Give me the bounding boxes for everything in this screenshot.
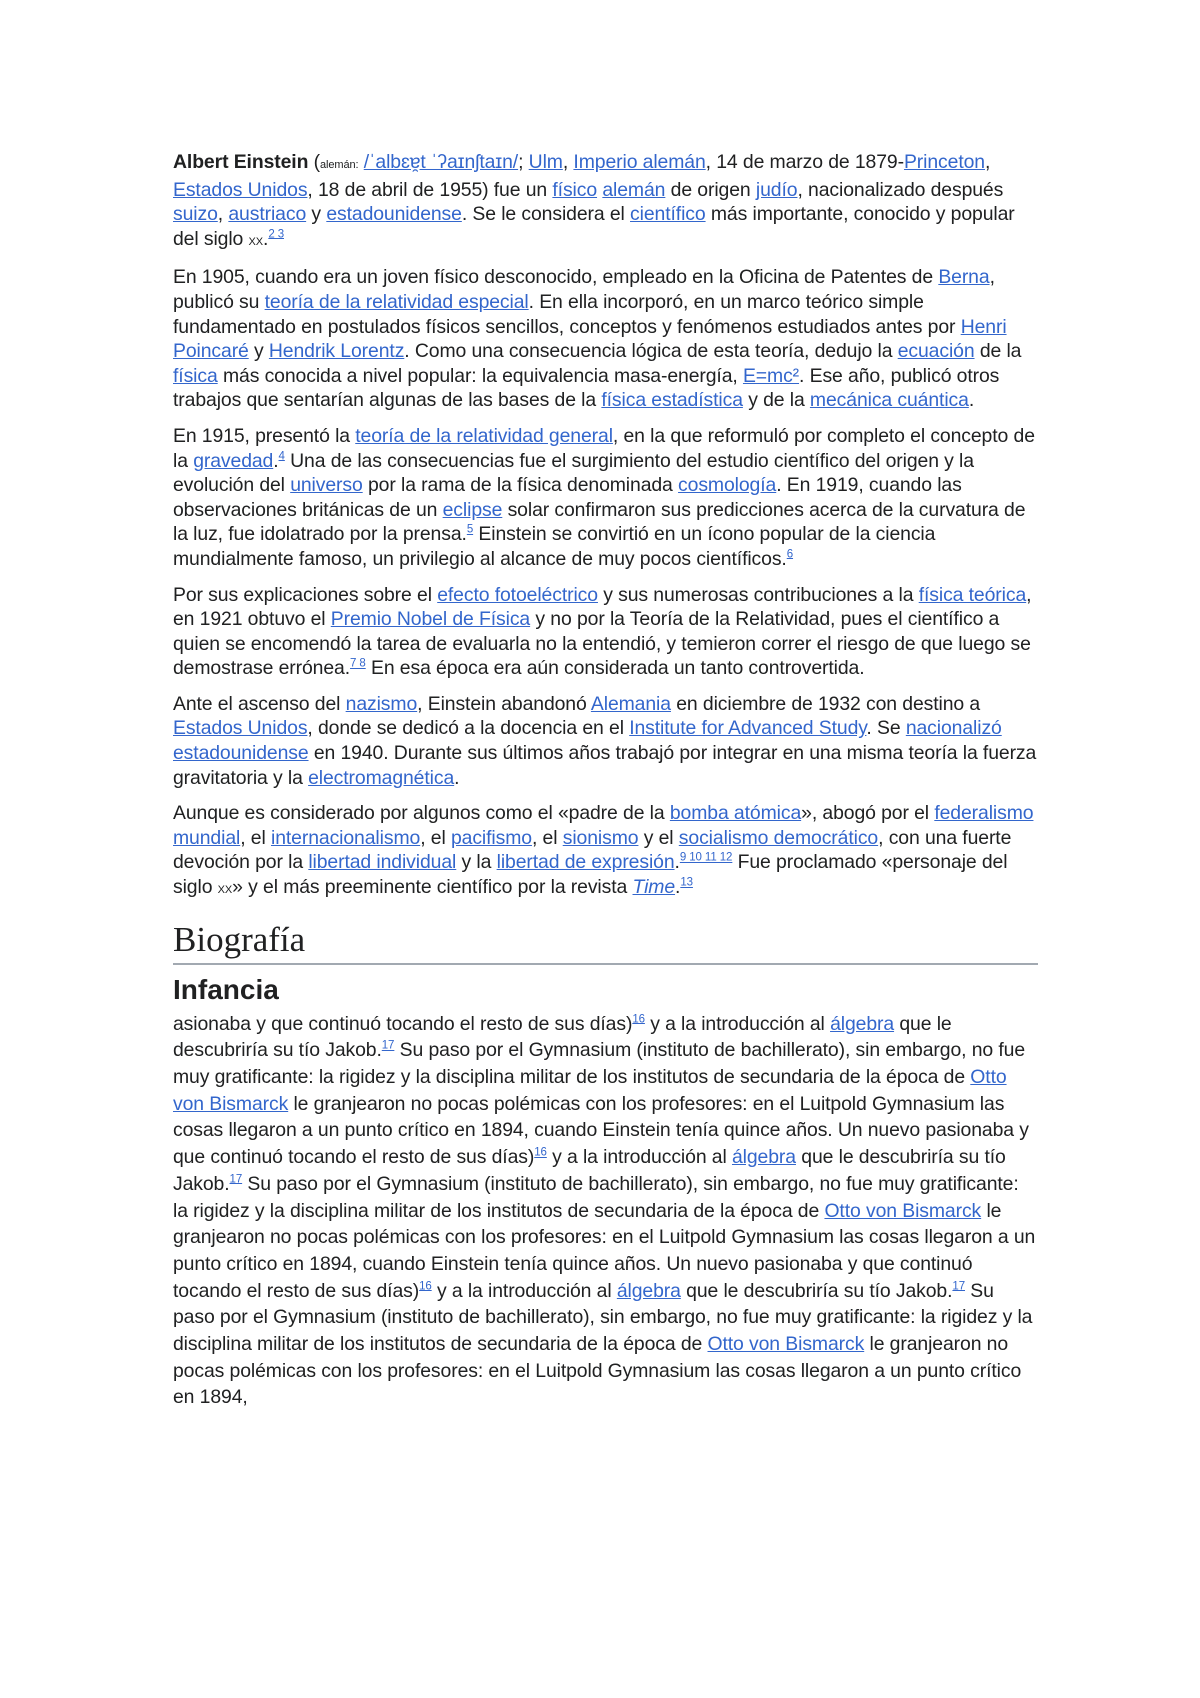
text: , nacionalizado después: [797, 178, 1004, 201]
link-cientifico[interactable]: científico: [630, 203, 706, 226]
text: ;: [518, 151, 529, 173]
text: . Como una consecuencia lógica de esta teoría, dedujo la: [404, 340, 898, 363]
text: .: [675, 876, 681, 899]
text: , el: [420, 826, 451, 849]
text: solar confirmaron sus predicciones acerca de la curvatura de la luz, fue idolatrado por la prensa.: [173, 498, 1026, 546]
link-nacionalizo[interactable]: nacionalizó estadounidense: [173, 717, 1002, 765]
reference-link[interactable]: 17: [381, 1039, 395, 1052]
reference-link[interactable]: 5: [466, 523, 474, 536]
link-gravedad[interactable]: gravedad: [193, 449, 274, 472]
link-internacionalismo[interactable]: internacionalismo: [270, 826, 421, 849]
text: le granjearon no pocas polémicas con los profesores: en el Luitpold Gymnasium las cosas llegaron a un punto crítico en 1894, cuando Einstein tenía quince años. Un nuevo pasionaba y que continuó tocando el resto de sus días): [173, 1092, 1029, 1169]
text: », abogó por el: [801, 802, 935, 825]
text: , 18 de abril de 1955) fue un: [307, 178, 553, 201]
link-eclipse[interactable]: eclipse: [442, 498, 503, 521]
link-princeton[interactable]: Princeton: [903, 151, 985, 173]
section-heading-biografia: Biografía: [173, 919, 1038, 965]
text: , en 1921 obtuvo el: [173, 583, 1032, 631]
link-relatividad-general[interactable]: teoría de la relatividad general: [355, 424, 613, 447]
text: . En ella incorporó, en un marco teórico simple fundamentado en postulados físicos sencillos, conceptos y fenómenos estudiados antes por: [173, 290, 961, 338]
link-algebra[interactable]: álgebra: [830, 1012, 895, 1035]
ipa-link[interactable]: /ˈalbɛɐ̯t ˈʔaɪnʃtaɪn/: [363, 151, 519, 173]
text: . Ese año, publicó otros trabajos que sentarían algunas de las bases de la: [173, 364, 1000, 412]
text: Su paso por el Gymnasium (instituto de bachillerato), sin embargo, no fue muy gratificante: la rigidez y la disciplina militar de los institutos de secundaria de la época de: [173, 1039, 1026, 1089]
intro-paragraph-1: [173, 150, 1038, 254]
text: (: [308, 151, 320, 173]
text: , Einstein abandonó: [417, 692, 591, 715]
reference-link[interactable]: 16: [632, 1013, 645, 1026]
text: En esa época era aún considerada un tanto controvertida.: [365, 657, 865, 680]
text: Su paso por el Gymnasium (instituto de bachillerato), sin embargo, no fue muy gratificante: la rigidez y la disciplina militar de los institutos de secundaria de la época de: [173, 1172, 1019, 1222]
infancia-paragraph: [173, 1011, 1038, 1412]
reference-link[interactable]: 16: [534, 1146, 547, 1159]
text: más importante, conocido y popular del siglo: [173, 203, 1015, 250]
link-premio-nobel[interactable]: Premio Nobel de Física: [330, 608, 531, 631]
reference-link[interactable]: 4: [278, 450, 285, 463]
intro-paragraph-3: [173, 424, 1038, 572]
text: ,: [562, 151, 574, 173]
text: Fue proclamado «personaje del siglo: [173, 851, 1008, 899]
text: de origen: [665, 178, 756, 201]
text: .: [674, 851, 680, 874]
text: Una de las consecuencias fue el surgimiento del estudio científico del origen y la evolución del: [173, 449, 974, 497]
reference-link[interactable]: 9 10 11 12: [679, 851, 733, 864]
article-body: [173, 150, 1038, 1411]
reference-link[interactable]: 13: [680, 876, 693, 889]
text: le granjearon no pocas polémicas con los profesores: en el Luitpold Gymnasium las cosas llegaron a un punto crítico en 1894,: [173, 1333, 1022, 1409]
text: de la: [974, 340, 1022, 363]
link-pacifismo[interactable]: pacifismo: [450, 826, 532, 849]
text: Ante el ascenso del: [173, 692, 346, 715]
text: Aunque es considerado por algunos como el «padre de la: [173, 802, 670, 825]
link-fisico[interactable]: físico: [552, 178, 598, 201]
text: . Se: [866, 717, 906, 740]
link-relatividad-especial[interactable]: teoría de la relatividad especial: [264, 290, 529, 313]
text: que le descubriría su tío Jakob.: [173, 1146, 1006, 1195]
text: » y el más preeminente científico por la revista: [232, 876, 633, 899]
text: , con una fuerte devoción por la: [173, 826, 1012, 874]
link-nazismo[interactable]: nazismo: [345, 692, 418, 715]
text: más conocida a nivel popular: la equivalencia masa-energía,: [217, 364, 743, 387]
link-judio[interactable]: judío: [755, 178, 798, 201]
text: .: [968, 389, 975, 412]
link-estados-unidos[interactable]: Estados Unidos: [173, 178, 308, 201]
text: y a la introducción al: [546, 1146, 732, 1169]
text: Por sus explicaciones sobre el: [173, 583, 438, 606]
language-label: alemán:: [320, 159, 359, 171]
text: y sus numerosas contribuciones a la: [597, 583, 919, 606]
text: Einstein se convirtió en un ícono popular de la ciencia mundialmente famoso, un privilegio al alcance de muy pocos científicos.: [173, 523, 936, 570]
text: En 1915, presentó la: [173, 424, 356, 447]
text: le granjearon no pocas polémicas con los profesores: en el Luitpold Gymnasium las cosas llegaron a un punto crítico en 1894, cuando Einstein tenía quince años. Un nuevo pasionaba y que continuó tocando el resto de sus días): [173, 1199, 1036, 1302]
text: en diciembre de 1932 con destino a: [670, 692, 981, 715]
text: y la: [456, 851, 497, 874]
century-smallcaps: XX: [217, 884, 233, 897]
link-bomba-atomica[interactable]: bomba atómica: [669, 802, 802, 825]
text: en 1940. Durante sus últimos años trabajó por integrar en una misma teoría la fuerza gravitatoria y la: [173, 742, 1037, 789]
link-cosmologia[interactable]: cosmología: [678, 474, 777, 497]
text: , el: [531, 826, 563, 849]
text: y: [248, 340, 269, 363]
link-fisica-estadistica[interactable]: física estadística: [601, 389, 743, 412]
link-henri-poincare[interactable]: Henri Poincaré: [173, 315, 1007, 363]
text: , el: [240, 826, 271, 849]
link-imperio-aleman[interactable]: Imperio alemán: [573, 151, 706, 173]
text: y a la introducción al: [431, 1279, 617, 1302]
text: .: [273, 449, 279, 472]
link-otto-von-bismarck[interactable]: Otto von Bismarck: [173, 1066, 1007, 1115]
link-institute-advanced-study[interactable]: Institute for Advanced Study: [629, 717, 867, 740]
link-libertad-individual[interactable]: libertad individual: [308, 851, 457, 874]
link-universo[interactable]: universo: [290, 474, 363, 497]
text: .: [454, 766, 460, 789]
text: por la rama de la física denominada: [362, 474, 679, 497]
link-aleman[interactable]: alemán: [602, 178, 666, 201]
text: En 1905, cuando era un joven físico desconocido, empleado en la Oficina de Patentes de: [173, 266, 939, 289]
reference-link[interactable]: 2 3: [268, 228, 284, 241]
text: y: [306, 203, 327, 226]
text: . Se le considera el: [461, 203, 631, 226]
text: y no por la Teoría de la Relatividad, pues el científico a quien se encomendó la tarea de evaluarla no la entendió, y temieron correr el riesgo de que luego se demostrase errónea.: [173, 608, 1031, 680]
link-federalismo-mundial[interactable]: federalismo mundial: [173, 802, 1034, 849]
link-alemania[interactable]: Alemania: [590, 692, 671, 715]
intro-paragraph-5: [173, 692, 1038, 790]
link-sionismo[interactable]: sionismo: [562, 826, 639, 849]
link-estados-unidos[interactable]: Estados Unidos: [173, 717, 308, 740]
text: , 14 de marzo de 1879-: [705, 151, 904, 173]
intro-paragraph-4: [173, 583, 1038, 681]
reference-link[interactable]: 17: [229, 1173, 243, 1186]
reference-link[interactable]: 17: [952, 1280, 965, 1293]
text: y el: [638, 826, 679, 849]
link-ecuacion[interactable]: ecuación: [897, 340, 975, 363]
link-ulm[interactable]: Ulm: [528, 151, 563, 173]
reference-link[interactable]: 7 8: [350, 657, 366, 670]
link-hendrik-lorentz[interactable]: Hendrik Lorentz: [268, 340, 405, 363]
link-mecanica-cuantica[interactable]: mecánica cuántica: [809, 389, 969, 412]
text: y a la introducción al: [644, 1012, 831, 1035]
intro-paragraph-6: [173, 801, 1038, 902]
text: , publicó su: [173, 266, 995, 313]
link-austriaco[interactable]: austriaco: [228, 203, 307, 226]
text: Su paso por el Gymnasium (instituto de bachillerato), sin embargo, no fue muy gratificante: la rigidez y la disciplina militar de los institutos de secundaria de la época de: [173, 1279, 1033, 1356]
link-suizo[interactable]: suizo: [173, 203, 218, 226]
reference-link[interactable]: 16: [419, 1280, 432, 1293]
subject-name: Albert Einstein: [173, 151, 309, 173]
reference-link[interactable]: 6: [786, 548, 794, 561]
link-algebra[interactable]: álgebra: [731, 1146, 796, 1169]
century-smallcaps: XX: [248, 235, 264, 248]
text: asionaba y que continuó tocando el resto de sus días): [173, 1012, 633, 1035]
text: , donde se dedicó a la docencia en el: [307, 717, 630, 740]
link-efecto-fotoelectrico[interactable]: efecto fotoeléctrico: [437, 583, 598, 606]
text: , en la que reformuló por completo el concepto de la: [173, 424, 1035, 472]
link-estadounidense[interactable]: estadounidense: [326, 203, 462, 226]
intro-paragraph-2: [173, 265, 1038, 413]
text: . En 1919, cuando las observaciones británicas de un: [173, 474, 962, 521]
text: y de la: [742, 389, 810, 412]
text: que le descubriría su tío Jakob.: [680, 1279, 953, 1302]
subsection-heading-infancia: Infancia: [173, 973, 279, 1005]
link-fisica[interactable]: física: [173, 364, 218, 387]
text: .: [263, 227, 269, 250]
link-fisica-teorica[interactable]: física teórica: [918, 583, 1027, 606]
link-algebra[interactable]: álgebra: [616, 1279, 681, 1302]
link-otto-von-bismarck[interactable]: Otto von Bismarck: [824, 1199, 982, 1222]
link-emc2[interactable]: E=mc²: [742, 364, 800, 387]
link-socialismo-democratico[interactable]: socialismo democrático: [678, 826, 879, 849]
text: que le descubriría su tío Jakob.: [173, 1012, 952, 1062]
link-libertad-expresion[interactable]: libertad de expresión: [496, 851, 675, 874]
text: ,: [217, 203, 229, 226]
text: ,: [985, 151, 991, 173]
link-time[interactable]: Time: [632, 876, 676, 899]
link-otto-von-bismarck[interactable]: Otto von Bismarck: [707, 1333, 865, 1356]
link-berna[interactable]: Berna: [938, 266, 990, 289]
link-electromagnetica[interactable]: electromagnética: [308, 766, 455, 789]
